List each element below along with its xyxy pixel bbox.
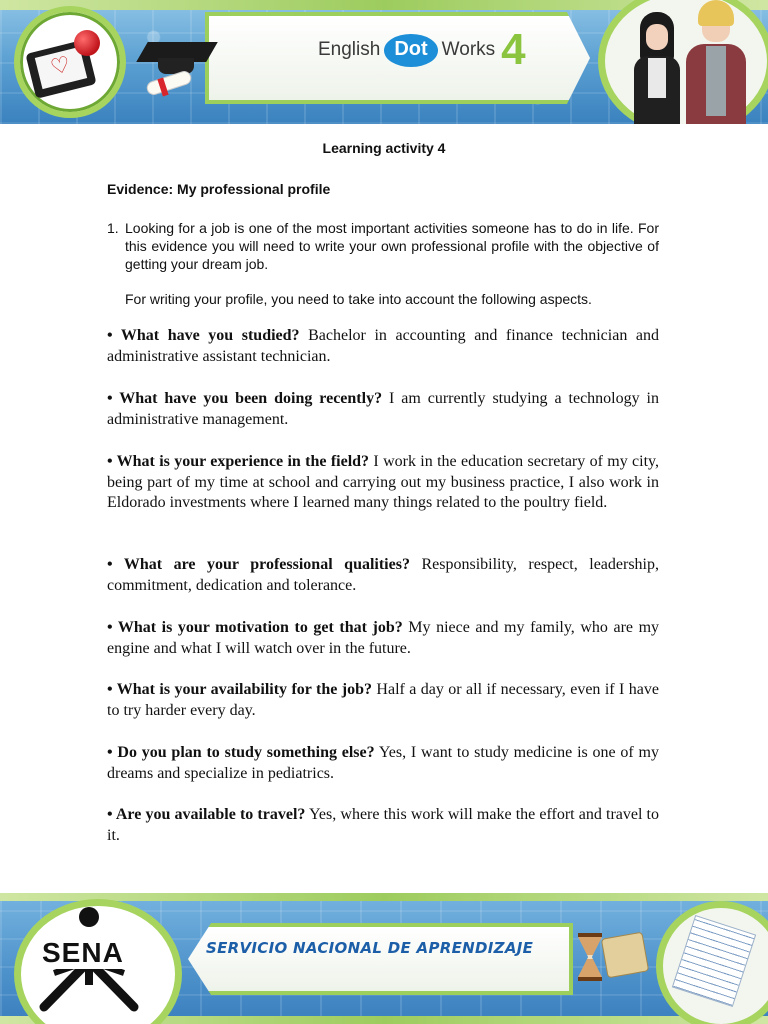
question-text: • What is your availability for the job?	[107, 681, 372, 698]
boy-shirt	[706, 46, 726, 116]
institution-name: SERVICIO NACIONAL DE APRENDIZAJE	[206, 939, 534, 957]
logo-word-works: Works	[441, 39, 496, 60]
qa-item-studied	[107, 326, 659, 367]
question-text: • What are your professional qualities?	[107, 556, 410, 573]
qa-item-travel	[107, 805, 659, 846]
qa-item-motivation	[107, 618, 659, 659]
qa-item-availability	[107, 680, 659, 721]
qa-item-experience	[107, 452, 659, 514]
answer-text: Bachelor in accounting and finance technician and administrative assistant technician.	[107, 327, 659, 365]
question-text: • What is your experience in the field?	[107, 453, 370, 470]
apple-icon	[74, 30, 100, 56]
answer-text: My niece and my family, who are my engine and what I will watch over in the future.	[107, 619, 660, 657]
logo-number: 4	[501, 25, 526, 74]
logo-word-english: English	[318, 39, 381, 60]
boy-character-illustration	[682, 0, 748, 124]
numbered-item	[107, 219, 659, 273]
item-text: Looking for a job is one of the most important activities someone has to do in life. For this evidence you will need to write your own professional profile with the objective of getting your dream job.	[125, 220, 659, 272]
qa-item-recent	[107, 389, 659, 430]
english-dot-works-logo	[318, 25, 526, 74]
hourglass-icon	[578, 933, 602, 981]
question-text: • What have you been doing recently?	[107, 390, 383, 407]
answer-text: Yes, where this work will make the effort and travel to it.	[107, 806, 659, 844]
qa-item-qualities	[107, 555, 659, 596]
boy-hair	[698, 0, 734, 26]
question-text: • Do you plan to study something else?	[107, 744, 375, 761]
question-text: • What is your motivation to get that job?	[107, 619, 403, 636]
girl-character-illustration	[628, 12, 686, 124]
scroll-icon	[601, 932, 649, 979]
girl-shirt	[648, 58, 666, 98]
answer-text: Responsibility, respect, leadership, commitment, dedication and tolerance.	[107, 556, 659, 594]
qa-item-study-plans	[107, 743, 659, 784]
aspects-intro: For writing your profile, you need to take into account the following aspects.	[125, 291, 592, 307]
institution-panel	[188, 923, 573, 995]
evidence-heading: Evidence: My professional profile	[107, 181, 331, 197]
girl-face	[646, 24, 668, 50]
answer-text: Yes, I want to study medicine is one of my dreams and specialize in pediatrics.	[107, 744, 660, 782]
answer-text: Half a day or all if necessary, even if I have to try harder every day.	[107, 681, 659, 719]
question-text: • What have you studied?	[107, 327, 300, 344]
item-number: 1.	[107, 220, 119, 236]
heart-icon: ♡	[35, 47, 87, 89]
footer-banner	[0, 893, 768, 1024]
header-banner	[0, 0, 768, 124]
question-text: • Are you available to travel?	[107, 806, 306, 823]
answer-text: I am currently studying a technology in administrative management.	[107, 390, 659, 428]
page-title: Learning activity 4	[322, 140, 446, 156]
logo-word-dot: Dot	[384, 34, 437, 67]
answer-text: I work in the education secretary of my city, being part of my time at school and carrying out my business practice, I also work in Eldorado investments where I learned many things related to the poultry field.	[107, 453, 659, 511]
sena-logo-text: SENA	[42, 937, 124, 968]
